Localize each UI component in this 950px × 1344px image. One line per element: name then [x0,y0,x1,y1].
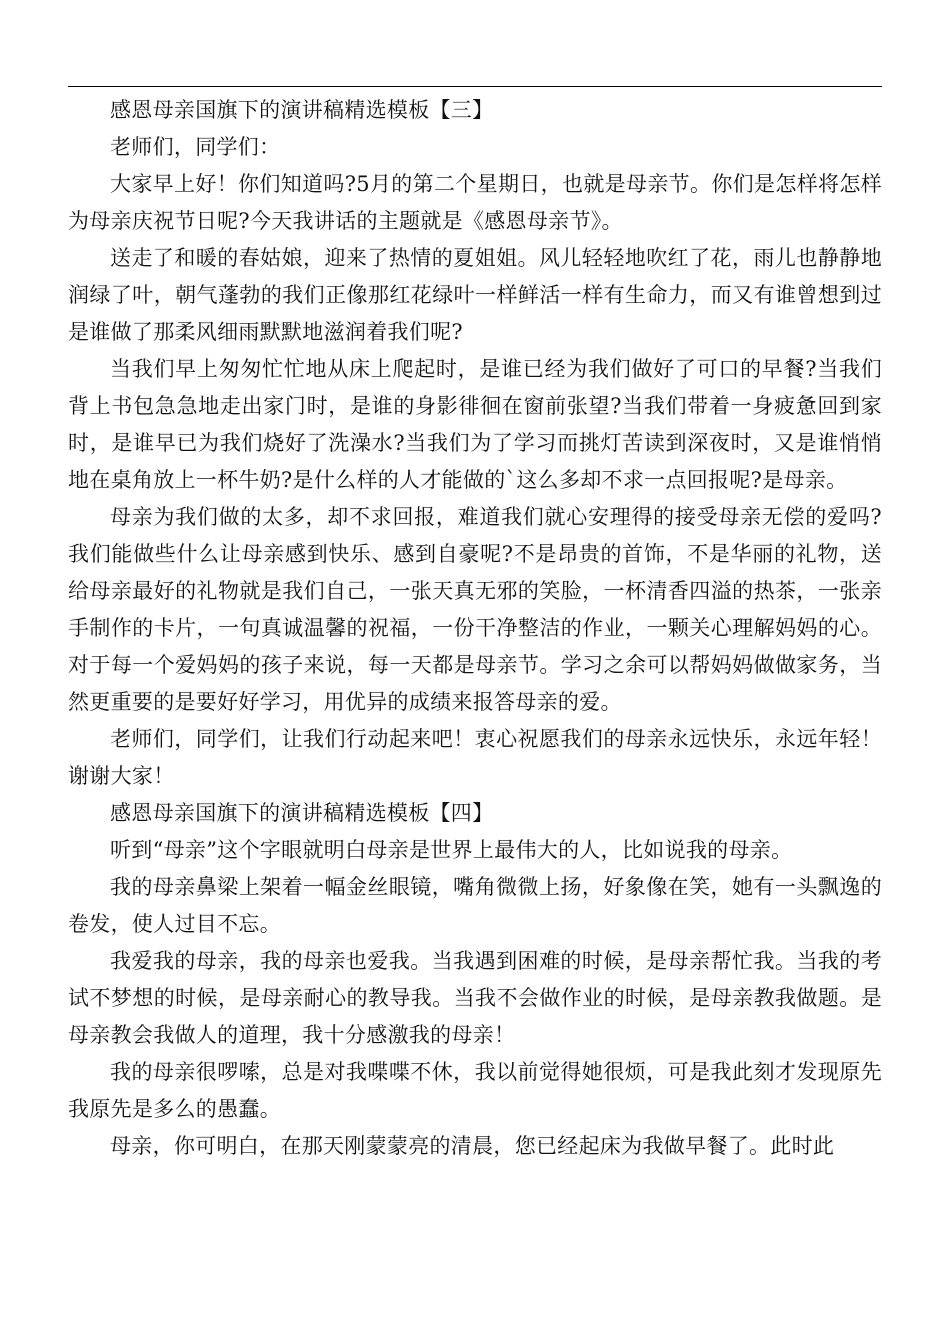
section-heading-4: 感恩母亲国旗下的演讲稿精选模板【四】 [110,801,494,825]
body-paragraph: 我的母亲很啰嗦，总是对我喋喋不休，我以前觉得她很烦，可是我此刻才发现原先我原先是多么的愚蠢。 [68,1060,882,1121]
body-paragraph: 母亲为我们做的太多，却不求回报，难道我们就心安理得的接受母亲无偿的爱吗?我们能做些什么让母亲感到快乐、感到自豪呢?不是昂贵的首饰，不是华丽的礼物，送给母亲最好的礼物就是我们自己，一张天真无邪的笑脸，一杯清香四溢的热茶，一张亲手制作的卡片，一句真诚温馨的祝福，一份干净整洁的作业，一颗关心理解妈妈的心。对于每一个爱妈妈的孩子来说，每一天都是母亲节。学习之余可以帮妈妈做做家务，当然更重要的是要好好学习，用优异的成绩来报答母亲的爱。 [68,505,882,714]
body-paragraph: 当我们早上匆匆忙忙地从床上爬起时，是谁已经为我们做好了可口的早餐?当我们背上书包急急地走出家门时，是谁的身影徘徊在窗前张望?当我们带着一身疲惫回到家时，是谁早已为我们烧好了洗澡水?当我们为了学习而挑灯苦读到深夜时，又是谁悄悄地在桌角放上一杯牛奶?是什么样的人才能做的`这么多却不求一点回报呢?是母亲。 [68,357,882,492]
section-heading-3: 感恩母亲国旗下的演讲稿精选模板【三】 [110,98,494,122]
header-rule [68,86,882,87]
body-paragraph: 大家早上好！你们知道吗?5月的第二个星期日，也就是母亲节。你们是怎样将怎样为母亲庆祝节日呢?今天我讲话的主题就是《感恩母亲节》。 [68,172,882,233]
body-paragraph: 听到“母亲”这个字眼就明白母亲是世界上最伟大的人，比如说我的母亲。 [110,838,793,862]
greeting-paragraph: 老师们，同学们： [110,135,281,159]
body-paragraph: 母亲，你可明白，在那天刚蒙蒙亮的清晨，您已经起床为我做早餐了。此时此 [110,1134,835,1158]
document-body [68,92,882,1165]
body-paragraph: 我爱我的母亲，我的母亲也爱我。当我遇到困难的时候，是母亲帮忙我。当我的考试不梦想的时候，是母亲耐心的教导我。当我不会做作业的时候，是母亲教我做题。是母亲教会我做人的道理，我十分感激我的母亲！ [68,949,882,1047]
body-paragraph: 我的母亲鼻梁上架着一幅金丝眼镜，嘴角微微上扬，好象像在笑，她有一头飘逸的卷发，使人过目不忘。 [68,875,882,936]
body-paragraph: 送走了和暖的春姑娘，迎来了热情的夏姐姐。风儿轻轻地吹红了花，雨儿也静静地润绿了叶，朝气蓬勃的我们正像那红花绿叶一样鲜活一样有生命力，而又有谁曾想到过是谁做了那柔风细雨默默地滋润着我们呢? [68,246,882,344]
closing-paragraph: 老师们，同学们，让我们行动起来吧！衷心祝愿我们的母亲永远快乐，永远年轻！谢谢大家！ [68,727,882,788]
